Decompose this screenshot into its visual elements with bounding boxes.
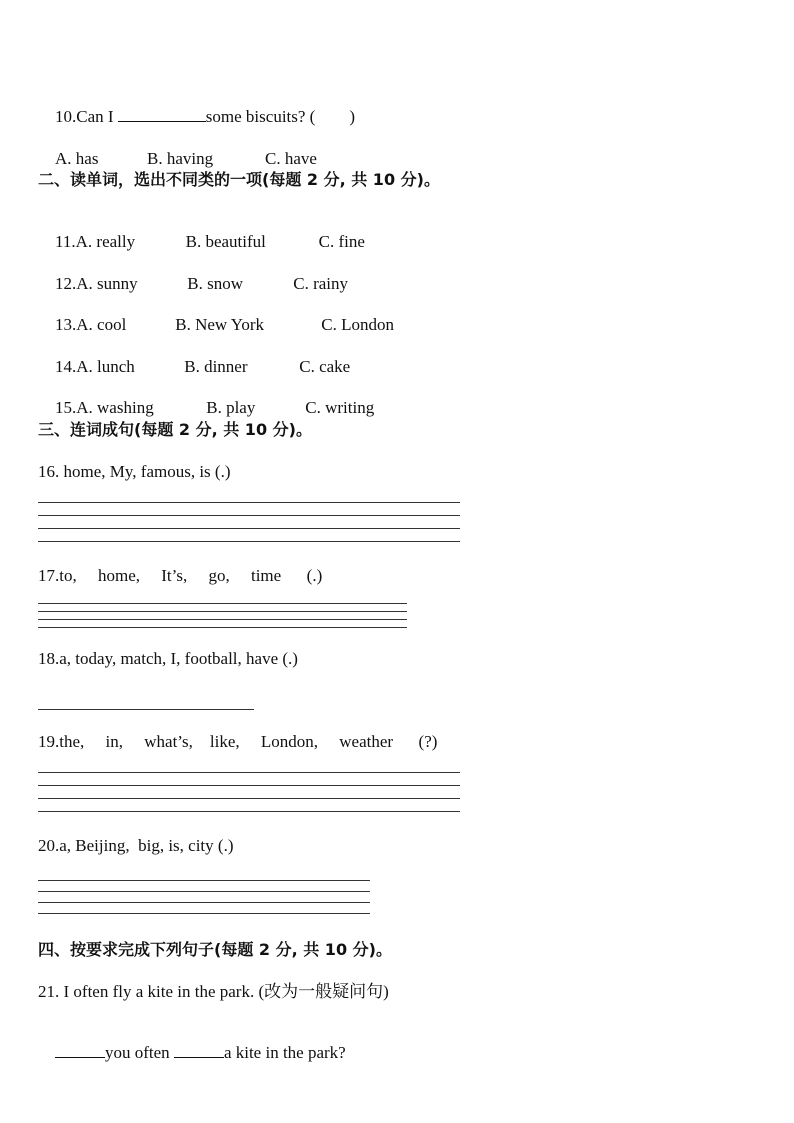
q11-option-c[interactable]: C. fine [318,232,365,251]
question-20: 20.a, Beijing, big, is, city (.) [38,836,234,855]
answer-line[interactable] [38,541,460,542]
q14-number: 14. [55,357,77,376]
answer-line[interactable] [38,798,460,811]
q13-number: 13. [55,315,77,334]
answer-line[interactable] [38,502,460,515]
q21-answer-mid: you often [105,1043,174,1062]
q16-answer-lines[interactable] [38,502,460,542]
section-2-title: 二、读单词，选出不同类的一项(每题 2 分, 共 10 分)。 [38,170,440,189]
question-18: 18.a, today, match, I, football, have (.) [38,649,298,668]
answer-line[interactable] [38,811,460,812]
q21-answer [38,1023,346,1083]
q19-answer-lines[interactable] [38,772,460,812]
answer-line[interactable] [38,528,460,541]
q11-option-b[interactable]: B. beautiful [185,232,266,251]
answer-line[interactable] [38,611,407,619]
q10-blank[interactable] [118,107,206,122]
answer-line[interactable] [38,627,407,628]
q14-option-c[interactable]: C. cake [299,357,351,376]
question-21: 21. I often fly a kite in the park. (改为一般疑问句) [38,982,389,1001]
q12-option-a[interactable]: A. sunny [76,274,138,293]
answer-line[interactable] [38,772,460,785]
q15-number: 15. [55,398,77,417]
q10-option-b[interactable]: B. having [147,149,214,168]
answer-line[interactable] [38,891,370,902]
q21-blank-1[interactable] [55,1043,105,1058]
q10-suffix: some biscuits? ( ) [205,107,355,126]
q13-option-a[interactable]: A. cool [76,315,127,334]
q13-option-b[interactable]: B. New York [175,315,265,334]
q15-option-c[interactable]: C. writing [305,398,375,417]
q15-option-b[interactable]: B. play [206,398,256,417]
question-16: 16. home, My, famous, is (.) [38,462,231,481]
q10-option-c[interactable]: C. have [265,149,317,168]
question-17: 17.to, home, It’s, go, time (.) [38,566,323,585]
q20-answer-lines[interactable] [38,880,370,914]
q12-option-b[interactable]: B. snow [187,274,243,293]
answer-line[interactable] [38,785,460,798]
q17-answer-lines[interactable] [38,603,407,628]
section-3-title: 三、连词成句(每题 2 分, 共 10 分)。 [38,420,312,439]
answer-line[interactable] [38,913,370,914]
q14-option-a[interactable]: A. lunch [76,357,135,376]
q11-option-a[interactable]: A. really [75,232,136,251]
q12-number: 12. [55,274,77,293]
q21-blank-2[interactable] [174,1043,224,1058]
q21-answer-end: a kite in the park? [223,1043,346,1062]
answer-line[interactable] [38,515,460,528]
question-19: 19.the, in, what’s, like, London, weather (?) [38,732,438,751]
answer-line[interactable] [38,902,370,913]
answer-line[interactable] [38,709,254,710]
q11-number: 11. [55,232,76,251]
q10-prefix: 10.Can I [55,107,118,126]
q18-answer-lines[interactable] [38,709,254,710]
answer-line[interactable] [38,880,370,891]
q15-option-a[interactable]: A. washing [76,398,154,417]
answer-line[interactable] [38,619,407,627]
q10-option-a[interactable]: A. has [55,149,99,168]
q12-option-c[interactable]: C. rainy [293,274,349,293]
q13-option-c[interactable]: C. London [321,315,394,334]
section-4-title: 四、按要求完成下列句子(每题 2 分, 共 10 分)。 [38,940,392,959]
q14-option-b[interactable]: B. dinner [184,357,248,376]
answer-line[interactable] [38,603,407,611]
